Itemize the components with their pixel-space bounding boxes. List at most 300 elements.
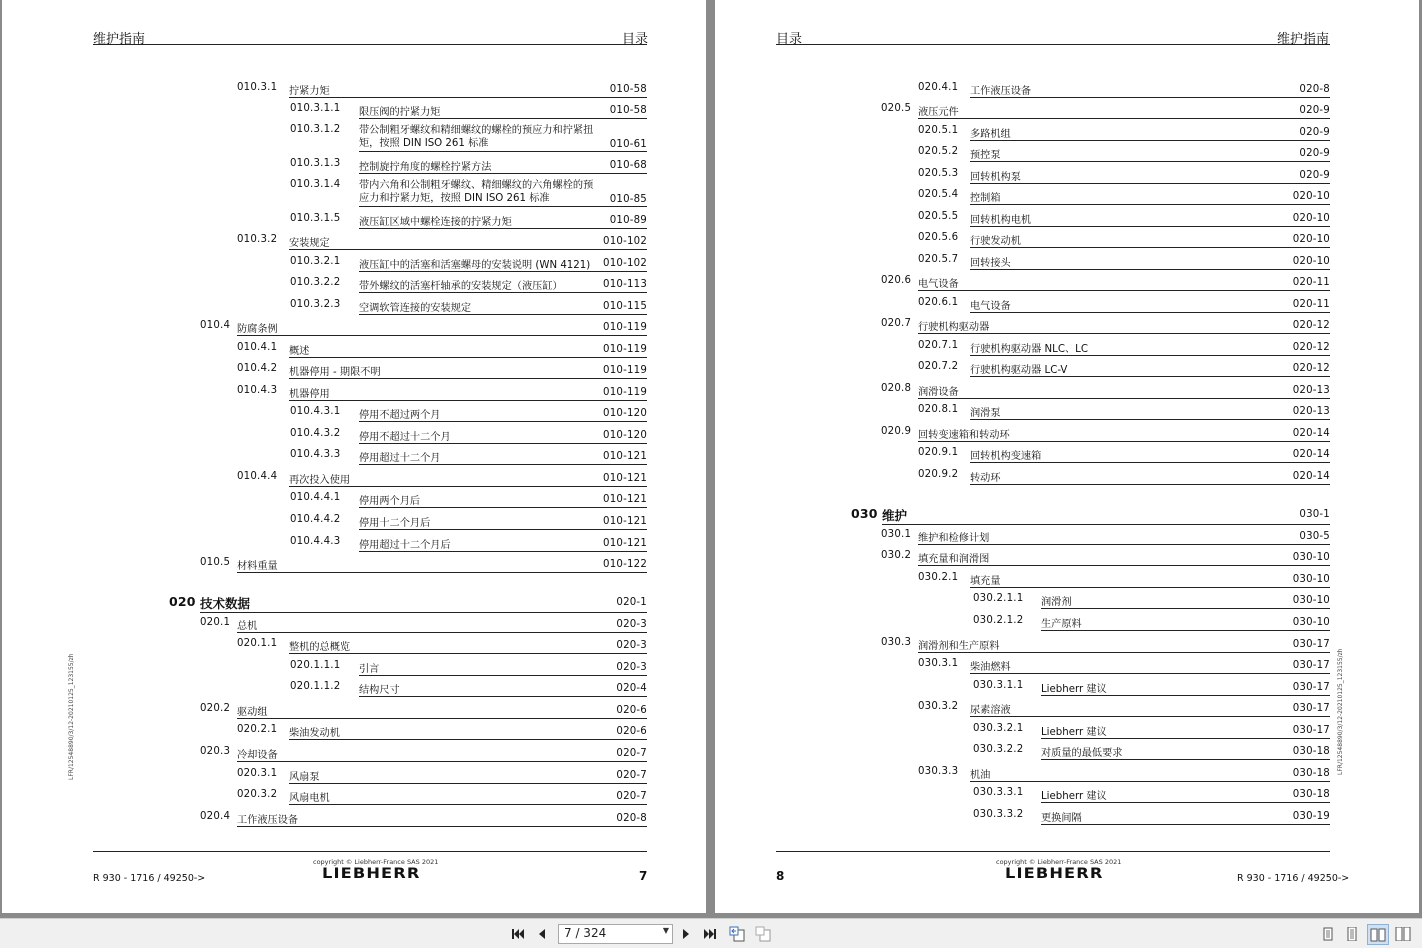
toc-entry[interactable]: [237, 767, 647, 784]
continuous-facing-icon: [1395, 927, 1411, 941]
toc-entry[interactable]: [918, 339, 1330, 356]
last-page-icon: [702, 927, 718, 941]
toc-entry[interactable]: [290, 659, 647, 676]
toc-entry-page: 030-18: [1292, 768, 1330, 779]
toc-entry-page: 020-14: [1292, 449, 1330, 460]
previous-page-icon: [536, 927, 548, 941]
toc-entry[interactable]: [881, 382, 1330, 399]
toc-entry[interactable]: [918, 657, 1330, 674]
toc-entry[interactable]: [918, 765, 1330, 782]
toc-entry[interactable]: [918, 124, 1330, 141]
toc-entry-underline: [970, 161, 1330, 162]
liebherr-logo: LIEBHERR: [322, 866, 421, 882]
toc-entry[interactable]: [237, 233, 647, 250]
toc-entry-number: 030.3.2.2: [973, 744, 1024, 755]
toc-entry[interactable]: [290, 102, 647, 119]
page-number: 8: [776, 869, 785, 883]
toc-entry-underline: [1041, 759, 1330, 760]
toc-entry-number: 010.4: [200, 320, 231, 331]
toc-entry-page: 020-14: [1292, 471, 1330, 482]
toc-entry[interactable]: [881, 636, 1330, 653]
toc-entry-title: Liebherr 建议: [1041, 791, 1107, 802]
last-page-button[interactable]: [699, 923, 721, 945]
toc-entry-number: 020.9: [881, 426, 912, 437]
toc-entry-page: 020-12: [1292, 320, 1330, 331]
toc-entry-title: 机油: [970, 770, 991, 781]
toc-entry-number: 020.5.5: [918, 211, 959, 222]
toc-entry-underline: [1041, 738, 1330, 739]
toc-entry-underline: [359, 696, 647, 697]
toc-entry-title: 润滑剂和生产原料: [918, 641, 1000, 652]
toc-entry-title: 结构尺寸: [359, 685, 400, 696]
toc-entry-number: 030.2.1.2: [973, 615, 1024, 626]
toc-entry-page: 010-58: [609, 105, 647, 116]
page-header-section: 目录: [622, 32, 649, 47]
toc-entry-page: 020-7: [616, 770, 647, 781]
toc-entry-underline: [918, 565, 1330, 566]
copyright-text: copyright © Liebherr-France SAS 2021: [996, 858, 1122, 866]
page-number: 7: [639, 869, 648, 883]
toc-entry-title: Liebherr 建议: [1041, 727, 1107, 738]
toc-entry-page: 010-122: [603, 559, 647, 570]
toc-entry-underline: [200, 612, 647, 613]
toc-entry-page: 020-10: [1292, 256, 1330, 267]
page-header-section: 目录: [776, 32, 803, 47]
toc-entry-title: 行驶机构驱动器 NLC、LC: [970, 344, 1088, 355]
toc-entry-page: 030-17: [1292, 725, 1330, 736]
toc-entry-page: 030-18: [1292, 746, 1330, 757]
toc-entry-number: 010.5: [200, 557, 231, 568]
toc-entry-page: 010-119: [603, 365, 647, 376]
side-document-code: LFR/12548890/3/12-20210125_123155/zh: [68, 653, 75, 780]
toc-entry-number: 020.6: [881, 275, 912, 286]
toc-entry-underline: [359, 464, 647, 465]
toc-entry[interactable]: [918, 231, 1330, 248]
toc-entry-number: 020.8: [881, 383, 912, 394]
toc-entry-page: 010-102: [603, 236, 647, 247]
toc-entry-underline: [918, 333, 1330, 334]
toc-entry-page: 010-121: [603, 516, 647, 527]
toc-entry-number: 020.1.1.2: [290, 681, 341, 692]
toc-entry-title: 工作液压设备: [237, 815, 299, 826]
toc-entry-title: 填充量: [970, 576, 1001, 587]
toc-entry[interactable]: [200, 319, 647, 336]
page-number-field[interactable]: [558, 924, 673, 944]
toc-entry-number: 010.3.1.5: [290, 213, 341, 224]
toc-entry[interactable]: [973, 592, 1330, 609]
toc-entry-page: 030-5: [1299, 531, 1330, 542]
toc-entry-page: 020-3: [616, 619, 647, 630]
previous-view-button[interactable]: [726, 923, 748, 945]
toc-entry-title: 回转机构变速箱: [970, 451, 1042, 462]
toc-entry[interactable]: [290, 427, 647, 444]
toc-entry-page: 030-10: [1292, 552, 1330, 563]
toc-entry-page: 020-10: [1292, 234, 1330, 245]
toc-entry-page: 020-9: [1299, 148, 1330, 159]
toc-entry[interactable]: [881, 102, 1330, 119]
toc-entry-page: 020-13: [1292, 406, 1330, 417]
toc-entry-page: 020-9: [1299, 127, 1330, 138]
continuous-facing-view-button[interactable]: [1393, 924, 1413, 943]
toc-entry-title: 机器停用: [289, 389, 330, 400]
toc-entry-page: 010-121: [603, 494, 647, 505]
toc-entry-number: 020.2: [200, 703, 231, 714]
first-page-button[interactable]: [507, 923, 529, 945]
toc-entry-underline: [359, 118, 647, 119]
toc-entry-title: 行驶机构驱动器: [918, 322, 990, 333]
toc-entry-number: 010.4.1: [237, 342, 278, 353]
toc-entry-page: 030-17: [1292, 682, 1330, 693]
toc-entry-title: 整机的总概览: [289, 642, 351, 653]
toc-entry[interactable]: [290, 680, 647, 697]
toc-entry-page: 030-17: [1292, 639, 1330, 650]
toc-entry-title: 拧紧力矩: [289, 86, 330, 97]
toc-entry-number: 020.7.1: [918, 340, 959, 351]
toc-entry[interactable]: [918, 571, 1330, 588]
toc-entry-underline: [359, 507, 647, 508]
toc-entry-underline: [359, 206, 647, 207]
toc-entry-page: 030-10: [1292, 574, 1330, 585]
toc-entry[interactable]: [881, 549, 1330, 566]
toc-entry-number: 010.4.3.2: [290, 428, 341, 439]
toc-entry-number: 020.5.4: [918, 189, 959, 200]
toc-entry-page: 010-119: [603, 322, 647, 333]
toc-entry-underline: [970, 247, 1330, 248]
toc-entry-underline: [359, 551, 647, 552]
toc-entry-number: 020.5.1: [918, 125, 959, 136]
toc-entry-underline: [970, 140, 1330, 141]
toc-entry-page: 020-8: [1299, 84, 1330, 95]
page-header-title: 维护指南: [93, 32, 146, 47]
toc-entry-underline: [882, 524, 1330, 525]
toc-entry-underline: [237, 632, 647, 633]
toc-entry[interactable]: [973, 808, 1330, 825]
toc-entry-page: 010-89: [609, 215, 647, 226]
toc-entry-page: 030-10: [1292, 595, 1330, 606]
toc-entry-underline: [237, 761, 647, 762]
toc-entry-number: 010.4.4.1: [290, 492, 341, 503]
toc-entry-title: 控制旋拧角度的螺栓拧紧方法: [359, 162, 492, 173]
toc-entry-underline: [970, 781, 1330, 782]
toc-entry[interactable]: [237, 362, 647, 379]
toc-entry-number: 010.3.1.2: [290, 124, 341, 135]
toc-entry[interactable]: [200, 745, 647, 762]
toc-entry-number: 030.3.2.1: [973, 723, 1024, 734]
toc-entry-underline: [289, 378, 647, 379]
toc-entry[interactable]: [973, 679, 1330, 696]
toc-entry-title: 引言: [359, 664, 380, 675]
toc-entry[interactable]: [290, 178, 647, 207]
chevron-down-icon[interactable]: ▼: [662, 926, 669, 935]
toc-entry-number: 010.3.1: [237, 82, 278, 93]
document-reference: R 930 - 1716 / 49250->: [1237, 873, 1350, 884]
toc-entry[interactable]: [881, 528, 1330, 545]
toc-entry-title: 停用不超过十二个月: [359, 432, 451, 443]
toc-entry-number: 020.2.1: [237, 724, 278, 735]
toc-entry-page: 020-12: [1292, 363, 1330, 374]
toc-entry-page: 020-3: [616, 662, 647, 673]
toc-entry-underline: [970, 716, 1330, 717]
toc-entry-number: 010.3.2.1: [290, 256, 341, 267]
toc-entry[interactable]: [290, 276, 647, 293]
toc-entry-underline: [289, 739, 647, 740]
toc-entry-number: 030.2.1: [918, 572, 959, 583]
toc-entry-number: 030.3: [881, 637, 912, 648]
toc-entry-title: 柴油燃料: [970, 662, 1011, 673]
toc-entry-title: 液压元件: [918, 107, 959, 118]
continuous-view-button[interactable]: [1342, 924, 1362, 943]
toc-entry-page: 010-119: [603, 387, 647, 398]
toc-entry-title: 润滑泵: [970, 408, 1001, 419]
next-page-icon: [680, 927, 692, 941]
toc-entry-page: 030-18: [1292, 789, 1330, 800]
toc-entry[interactable]: [237, 723, 647, 740]
toc-entry[interactable]: [290, 255, 647, 272]
toc-entry-title: 回转机构电机: [970, 215, 1032, 226]
facing-view-button[interactable]: [1367, 924, 1389, 945]
next-view-button[interactable]: [752, 923, 774, 945]
next-page-button[interactable]: [675, 923, 697, 945]
toc-entry[interactable]: [290, 157, 647, 174]
toc-entry-title: 再次投入使用: [289, 475, 351, 486]
toc-entry-page: 030-10: [1292, 617, 1330, 628]
toc-entry-page: 010-120: [603, 430, 647, 441]
toc-entry[interactable]: [918, 210, 1330, 227]
header-rule: [776, 44, 1330, 45]
toc-entry-number: 020.5: [881, 103, 912, 114]
toc-entry-underline: [918, 441, 1330, 442]
toc-entry-number: 020.6.1: [918, 297, 959, 308]
toc-entry[interactable]: [918, 403, 1330, 420]
toc-entry-title: 回转接头: [970, 258, 1011, 269]
toc-entry-underline: [289, 783, 647, 784]
toc-entry-number: 020.5.7: [918, 254, 959, 265]
toc-entry-underline: [237, 572, 647, 573]
toc-entry-page: 030-17: [1292, 703, 1330, 714]
toc-entry-page: 030-17: [1292, 660, 1330, 671]
toc-entry-page: 020-3: [616, 640, 647, 651]
liebherr-logo: LIEBHERR: [1005, 866, 1104, 882]
toc-entry-underline: [359, 173, 647, 174]
toc-entry[interactable]: [290, 491, 647, 508]
toc-entry[interactable]: [918, 145, 1330, 162]
toc-entry-underline: [1041, 630, 1330, 631]
toc-entry-number: 010.3.2: [237, 234, 278, 245]
toc-entry-title: 液压缸区域中螺栓连接的拧紧力矩: [359, 217, 512, 228]
toc-entry-underline: [918, 398, 1330, 399]
toc-entry-page: 010-121: [603, 473, 647, 484]
toc-entry[interactable]: [290, 123, 647, 152]
toc-entry-title: 带公制粗牙螺纹和精细螺纹的螺栓的预应力和拧紧扭矩，按照 DIN ISO 261 标准: [359, 125, 594, 149]
toc-entry-page: 020-12: [1292, 342, 1330, 353]
toc-entry-page: 010-113: [603, 279, 647, 290]
toc-entry[interactable]: [237, 384, 647, 401]
toc-entry-title: 填充量和润滑图: [918, 554, 990, 565]
toc-entry[interactable]: [200, 702, 647, 719]
toc-entry-title: 工作液压设备: [970, 86, 1032, 97]
toc-entry-number: 020.4.1: [918, 82, 959, 93]
toc-entry-title: 停用十二个月后: [359, 518, 431, 529]
toc-entry[interactable]: [851, 506, 1330, 525]
toc-entry[interactable]: [973, 786, 1330, 803]
toc-entry-number: 020.1.1.1: [290, 660, 341, 671]
toc-entry-underline: [359, 292, 647, 293]
toc-entry[interactable]: [973, 722, 1330, 739]
toc-entry-number: 020.5.6: [918, 232, 959, 243]
toc-entry-number: 020.7.2: [918, 361, 959, 372]
toc-entry-page: 020-4: [616, 683, 647, 694]
toc-entry-title: 电气设备: [918, 279, 959, 290]
toc-entry-title: 预控泵: [970, 150, 1001, 161]
toc-entry-title: 行驶发动机: [970, 236, 1021, 247]
toc-entry-number: 020.9.1: [918, 447, 959, 458]
toc-entry[interactable]: [237, 637, 647, 654]
toc-entry-number: 030.3.1: [918, 658, 959, 669]
toc-entry-title: 停用超过十二个月后: [359, 540, 451, 551]
toc-entry-number: 020.1.1: [237, 638, 278, 649]
toc-entry[interactable]: [881, 425, 1330, 442]
toc-entry-page: 030-1: [1299, 509, 1330, 520]
toc-entry-underline: [970, 419, 1330, 420]
toc-entry-title: 限压阀的拧紧力矩: [359, 107, 441, 118]
next-view-icon: [754, 925, 772, 943]
header-rule: [93, 44, 647, 45]
single-page-view-button[interactable]: [1318, 924, 1338, 943]
toc-entry-underline: [970, 312, 1330, 313]
toc-entry[interactable]: [290, 405, 647, 422]
toc-entry[interactable]: [200, 556, 647, 573]
toc-entry[interactable]: [973, 743, 1330, 760]
toc-entry[interactable]: [290, 535, 647, 552]
toc-entry-underline: [289, 486, 647, 487]
toc-entry-number: 030.3.3.1: [973, 787, 1024, 798]
toc-entry[interactable]: [918, 700, 1330, 717]
toc-entry-underline: [289, 400, 647, 401]
toc-entry-page: 020-14: [1292, 428, 1330, 439]
toc-entry-title: 停用不超过两个月: [359, 410, 441, 421]
first-page-icon: [510, 927, 526, 941]
toc-entry-number: 020.5.3: [918, 168, 959, 179]
toc-entry-title: 机器停用 - 期限不明: [289, 367, 381, 378]
pdf-page-8: [715, 0, 1419, 913]
toc-entry-number: 030.2: [881, 550, 912, 561]
toc-entry-page: 010-121: [603, 538, 647, 549]
toc-entry[interactable]: [918, 360, 1330, 377]
toc-entry-underline: [289, 97, 647, 98]
toc-entry-page: 010-120: [603, 408, 647, 419]
toc-entry[interactable]: [200, 616, 647, 633]
toc-entry[interactable]: [290, 298, 647, 315]
toc-entry-number: 010.3.1.1: [290, 103, 341, 114]
toc-entry-number: 030.2.1.1: [973, 593, 1024, 604]
toc-entry[interactable]: [237, 788, 647, 805]
toc-entry[interactable]: [237, 341, 647, 358]
toc-entry-page: 020-1: [616, 597, 647, 608]
toc-entry[interactable]: [918, 446, 1330, 463]
toc-entry-title: 维护: [882, 508, 908, 523]
toc-entry-title: 安装规定: [289, 238, 330, 249]
footer-rule: [93, 851, 647, 852]
toc-entry[interactable]: [290, 513, 647, 530]
toc-entry-title: 对质量的最低要求: [1041, 748, 1123, 759]
toc-entry-number: 010.4.2: [237, 363, 278, 374]
toc-entry[interactable]: [237, 470, 647, 487]
toc-entry-number: 010.4.4.2: [290, 514, 341, 525]
toc-entry[interactable]: [918, 468, 1330, 485]
toc-entry-number: 020: [169, 594, 196, 609]
toc-entry[interactable]: [973, 614, 1330, 631]
navigation-toolbar: [0, 918, 1422, 948]
toc-entry-underline: [918, 290, 1330, 291]
toc-entry-number: 020.8.1: [918, 404, 959, 415]
toc-entry-title: 润滑剂: [1041, 597, 1072, 608]
toc-entry-underline: [359, 675, 647, 676]
toc-entry-page: 020-8: [616, 813, 647, 824]
toc-entry[interactable]: [290, 212, 647, 229]
toc-entry[interactable]: [918, 81, 1330, 98]
toc-entry-number: 010.4.3.1: [290, 406, 341, 417]
toc-entry-number: 010.3.2.2: [290, 277, 341, 288]
toc-entry[interactable]: [918, 167, 1330, 184]
toc-entry-underline: [970, 673, 1330, 674]
toc-entry-title: 风扇泵: [289, 772, 320, 783]
toc-entry-title: 技术数据: [200, 596, 251, 611]
toc-entry-title: 空调软管连接的安装规定: [359, 303, 472, 314]
toc-entry-underline: [970, 355, 1330, 356]
toc-entry[interactable]: [200, 810, 647, 827]
toc-entry-underline: [359, 529, 647, 530]
toc-entry-number: 020.3: [200, 746, 231, 757]
toc-entry[interactable]: [918, 253, 1330, 270]
toc-entry-underline: [359, 421, 647, 422]
toc-entry-page: 020-7: [616, 748, 647, 759]
toc-entry[interactable]: [881, 274, 1330, 291]
toc-entry-title: 更换间隔: [1041, 813, 1082, 824]
toc-entry-number: 010.4.4: [237, 471, 278, 482]
toc-entry[interactable]: [169, 594, 647, 613]
toc-entry-number: 030.3.3: [918, 766, 959, 777]
side-document-code: LFR/12548890/3/12-20210125_123155/zh: [1337, 648, 1344, 775]
toc-entry-page: 020-9: [1299, 170, 1330, 181]
toc-entry-number: 020.1: [200, 617, 231, 628]
toc-entry[interactable]: [918, 296, 1330, 313]
toc-entry-underline: [237, 718, 647, 719]
toc-entry-page: 020-13: [1292, 385, 1330, 396]
toc-entry-underline: [289, 249, 647, 250]
toc-entry[interactable]: [290, 448, 647, 465]
toc-entry[interactable]: [881, 317, 1330, 334]
toc-entry-number: 030.3.2: [918, 701, 959, 712]
toc-entry-number: 020.3.2: [237, 789, 278, 800]
toc-entry-underline: [359, 151, 647, 152]
toc-entry-title: 驱动组: [237, 707, 268, 718]
toc-entry-page: 020-10: [1292, 213, 1330, 224]
toc-entry-underline: [970, 462, 1330, 463]
toc-entry-underline: [918, 544, 1330, 545]
toc-entry-title: 风扇电机: [289, 793, 330, 804]
toc-entry-page: 010-68: [609, 160, 647, 171]
toc-entry-underline: [1041, 824, 1330, 825]
single-page-icon: [1322, 927, 1334, 941]
previous-page-button[interactable]: [531, 923, 553, 945]
toc-entry-underline: [289, 653, 647, 654]
toc-entry[interactable]: [918, 188, 1330, 205]
toc-entry-title: Liebherr 建议: [1041, 684, 1107, 695]
toc-entry-number: 030.3.1.1: [973, 680, 1024, 691]
toc-entry[interactable]: [237, 81, 647, 98]
toc-entry-underline: [970, 484, 1330, 485]
toc-entry-underline: [970, 204, 1330, 205]
